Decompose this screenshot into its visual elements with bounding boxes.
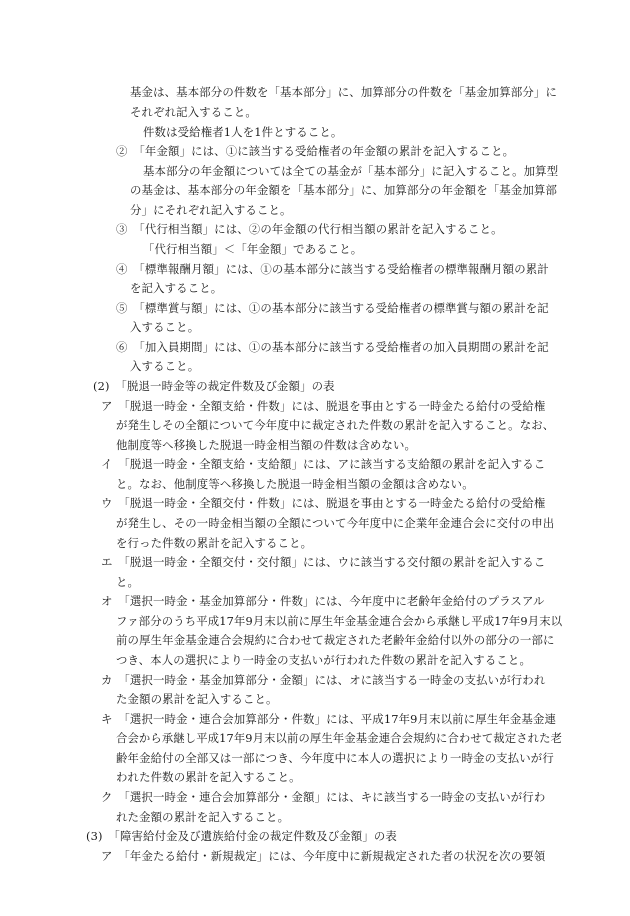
text-line: 入すること。 [130, 320, 200, 334]
text-line: 入すること。 [130, 359, 200, 373]
text-line: が発生し、その一時金相当額の全額について今年度中に企業年金連合会に交付の申出 [116, 516, 555, 530]
text-line: エ 「脱退一時金・全額交付・交付額」には、ウに該当する交付額の累計を記入するこ [101, 555, 546, 569]
text-line: を記入すること。 [130, 281, 223, 295]
text-line: 基本部分の年金額については全ての基金が「基本部分」に記入すること。加算型 [143, 164, 559, 178]
text-line: 齢年金給付の全部又は一部につき、今年度中に本人の選択により一時金の支払いが行 [116, 751, 554, 765]
text-line: 前の厚生年金基金連合会規約に合わせて裁定された老齢年金給付以外の部分の一部に [116, 633, 555, 647]
text-line: カ 「選択一時金・基金加算部分・金額」には、オに該当する一時金の支払いが行われ [101, 673, 546, 687]
text-line: と。 [116, 575, 140, 589]
text-line: が発生しその全額について今年度中に裁定された件数の累計を記入すること。なお、 [116, 418, 555, 432]
text-line: た金額の累計を記入すること。 [116, 692, 278, 706]
text-line: 基金は、基本部分の件数を「基本部分」に、加算部分の件数を「基金加算部分」に [130, 85, 558, 99]
section-heading: (2) 「脱退一時金等の裁定件数及び金額」の表 [93, 379, 335, 393]
text-line: 件数は受給権者1人を1件とすること。 [143, 125, 343, 139]
text-line: つき、本人の選択により一時金の支払いが行われた件数の累計を記入すること。 [116, 653, 532, 667]
text-line: ② 「年金額」には、①に該当する受給権者の年金額の累計を記入すること。 [116, 144, 515, 158]
text-line: ク 「選択一時金・連合会加算部分・金額」には、キに該当する一時金の支払いが行わ [101, 790, 546, 804]
text-line: の基金は、基本部分の年金額を「基本部分」に、加算部分の年金額を「基金加算部 [130, 183, 558, 197]
text-line: ファ部分のうち平成17年9月末以前に厚生年金基金連合会から承継し平成17年9月末以 [116, 614, 563, 628]
text-line: を行った件数の累計を記入すること。 [116, 536, 313, 550]
section-heading: (3) 「障害給付金及び遺族給付金の裁定件数及び金額」の表 [86, 829, 397, 843]
text-line: ⑥ 「加入員期間」には、①の基本部分に該当する受給権者の加入員期間の累計を記 [116, 340, 549, 354]
text-line: ④ 「標準報酬月額」には、①の基本部分に該当する受給権者の標準報酬月額の累計 [116, 262, 549, 276]
text-line: それぞれ記入すること。 [130, 105, 257, 119]
text-line: 合会から承継し平成17年9月末以前の厚生年金基金連合会規約に合わせて裁定された老 [116, 731, 563, 745]
text-line: と。なお、他制度等へ移換した脱退一時金相当額の金額は含めない。 [116, 477, 474, 491]
text-line: われた件数の累計を記入すること。 [116, 770, 301, 784]
text-line: 他制度等へ移換した脱退一時金相当額の件数は含めない。 [116, 438, 417, 452]
text-line: イ 「脱退一時金・全額支給・支給額」には、アに該当する支給額の累計を記入するこ [101, 457, 546, 471]
text-line: ウ 「脱退一時金・全額交付・件数」には、脱退を事由とする一時金たる給付の受給権 [101, 496, 546, 510]
text-line: ア 「年金たる給付・新規裁定」には、今年度中に新規裁定された者の状況を次の要領 [101, 849, 546, 863]
text-line: ⑤ 「標準賞与額」には、①の基本部分に該当する受給権者の標準賞与額の累計を記 [116, 301, 549, 315]
text-line: れた金額の累計を記入すること。 [116, 810, 290, 824]
text-line: 分」にそれぞれ記入すること。 [130, 203, 292, 217]
text-line: ③ 「代行相当額」には、②の年金額の代行相当額の累計を記入すること。 [116, 222, 503, 236]
text-line: キ 「選択一時金・連合会加算部分・件数」には、平成17年9月末以前に厚生年金基金連 [101, 712, 557, 726]
text-line: 「代行相当額」＜「年金額」であること。 [143, 242, 363, 256]
text-line: オ 「選択一時金・基金加算部分・件数」には、今年度中に老齢年金給付のプラスアル [101, 594, 545, 608]
text-line: ア 「脱退一時金・全額支給・件数」には、脱退を事由とする一時金たる給付の受給権 [101, 399, 546, 413]
